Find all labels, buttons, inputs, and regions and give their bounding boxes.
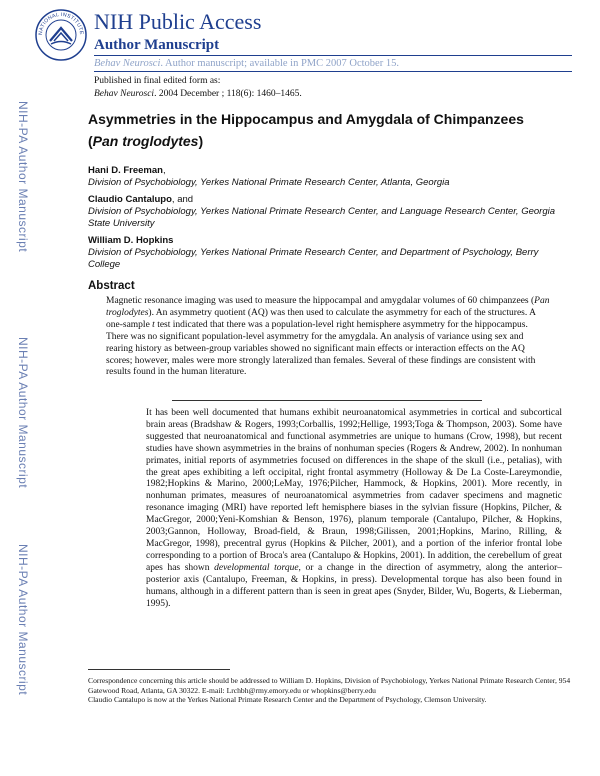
footnote-affiliation-change: Claudio Cantalupo is now at the Yerkes National Primate Research Center and the Department of Psychology, Clemson University. [88, 695, 487, 705]
footnotes [88, 676, 574, 705]
header-rule-bottom [94, 71, 572, 72]
nih-seal-logo [34, 8, 88, 62]
published-in-label: Published in final edited form as: [94, 76, 221, 86]
author-block-3 [88, 235, 568, 271]
pmc-note-rest: . Author manuscript; available in PMC 2007 October 15. [160, 58, 399, 69]
citation-details: . 2004 December ; 118(6): 1460–1465. [154, 89, 302, 99]
introduction-paragraph [146, 408, 562, 610]
title-paren-open: ( [88, 133, 93, 149]
author-name: Claudio Cantalupo [88, 194, 172, 205]
body-italic-term: developmental torque [214, 562, 299, 573]
citation [94, 88, 302, 100]
side-label-1: NIH-PA Author Manuscript [16, 101, 30, 253]
author-name: Hani D. Freeman [88, 165, 163, 176]
article-title [88, 108, 568, 152]
seal-text: NATIONAL INSTITUTE [37, 11, 85, 36]
title-paren-close: ) [198, 133, 204, 149]
author-affiliation: Division of Psychobiology, Yerkes National Primate Research Center, and Department of Psychology, Berry College [88, 247, 539, 270]
abstract-t: t [152, 319, 155, 330]
author-affiliation: Division of Psychobiology, Yerkes National Primate Research Center, and Language Research Center, Georgia State University [88, 206, 555, 229]
author-affiliation: Division of Psychobiology, Yerkes National Primate Research Center, Atlanta, Georgia [88, 177, 450, 188]
author-block-1 [88, 165, 568, 189]
author-block-2 [88, 194, 568, 230]
citation-journal: Behav Neurosci [94, 89, 155, 99]
footnote-divider [88, 669, 230, 670]
article-title-species: Pan troglodytes [92, 133, 199, 149]
author-name: William D. Hopkins [88, 235, 174, 246]
body-part-2: , or a change in the direction of asymmetry, along the anterior–posterior axis (Cantalupo, Freeman, & Hopkins, in press). Developmental torque has also been found in humans, although in a different pattern than is seen in great apes (Snyder, Bilder, Wu, Bogerts, & Lieberman, 1995). [146, 562, 562, 609]
author-suffix: , and [171, 194, 194, 205]
pmc-note-journal: Behav Neurosci [94, 58, 161, 69]
side-label-3: NIH-PA Author Manuscript [16, 544, 30, 696]
abstract-divider [172, 400, 482, 401]
pmc-availability-note [94, 57, 399, 71]
abstract-heading: Abstract [88, 280, 135, 292]
footnote-correspondence: Correspondence concerning this article should be addressed to William D. Hopkins, Division of Psychobiology, Yerkes National Primate Research Center, 954 Gatewood Road, Atlanta, GA 30322. E-mail: Lrchbh@rmy.emory.edu or whopkins@berry.edu [88, 676, 571, 695]
nih-public-access-title: NIH Public Access [94, 9, 262, 34]
abstract-part-3: test indicated that there was a population-level right hemisphere asymmetry for the hippocampus. There was no significant population-level asymmetry for the amygdala. An analysis of variance using sex and rearing history as between-group variables showed no significant main effects or interaction effects on the AQ scores; however, males were more strongly lateralized than females. Several of these findings are consistent with results found in the human literature. [106, 319, 536, 378]
abstract-part-2: ). An asymmetry quotient (AQ) was then used to calculate the asymmetry for each of the structures. A one-sample [106, 307, 536, 330]
abstract-species: Pan troglodytes [106, 296, 550, 318]
abstract-part-1: Magnetic resonance imaging was used to measure the hippocampal and amygdalar volumes of 60 chimpanzees ( [106, 296, 535, 306]
author-manuscript-label: Author Manuscript [94, 37, 220, 53]
header-rule-top [94, 55, 572, 56]
article-title-main: Asymmetries in the Hippocampus and Amygdala of Chimpanzees [88, 111, 524, 127]
author-suffix: , [162, 165, 166, 176]
abstract-text [106, 296, 552, 379]
side-label-2: NIH-PA Author Manuscript [16, 337, 30, 489]
body-part-1: It has been well documented that humans exhibit neuroanatomical asymmetries in cortical and subcortical brain areas (Bradshaw & Rogers, 1993;Corballis, 1992;Hellige, 1993;Toga & Thompson, 2003). Some have suggested that neuroanatomical and functional asymmetries are unique to humans (Crow, 1998), but recent studies have shown asymmetries in the brains of nonhuman species (Rogers & Andrew, 2002). In nonhuman primates, initial reports of asymmetries focused on differences in the shape of the skull (i.e., petalias), with the great apes exhibiting a left occipital, right frontal asymmetry (Holloway & De La Coste-Lareymondie, 1982;Hopkins & Marino, 2000;LeMay, 1976;Pilcher, Hammock, & Hopkins, 2001). More recently, in nonhuman primates, measures of neuroanatomical asymmetries from cadaver specimens and magnetic resonance imaging (MRI) have reported left hemisphere biases in the sylvian fissure (Hopkins, Pilcher, & MacGregor, 2000;Yeni-Komshian & Benson, 1976), planum temporale (Cantalupo, Pilcher, & Hopkins, 2003;Gannon, Holloway, Broad-field, & Braun, 1998;Gilissen, 2001;Hopkins, Marino, Rilling, & MacGregor, 1998), precentral gyrus (Hopkins & Pilcher, 2001), and a portion of the inferior frontal lobe corresponding to a portion of Broca's area (Cantalupo & Hopkins, 2001). In addition, the cerebellum of great apes has shown [146, 408, 562, 573]
